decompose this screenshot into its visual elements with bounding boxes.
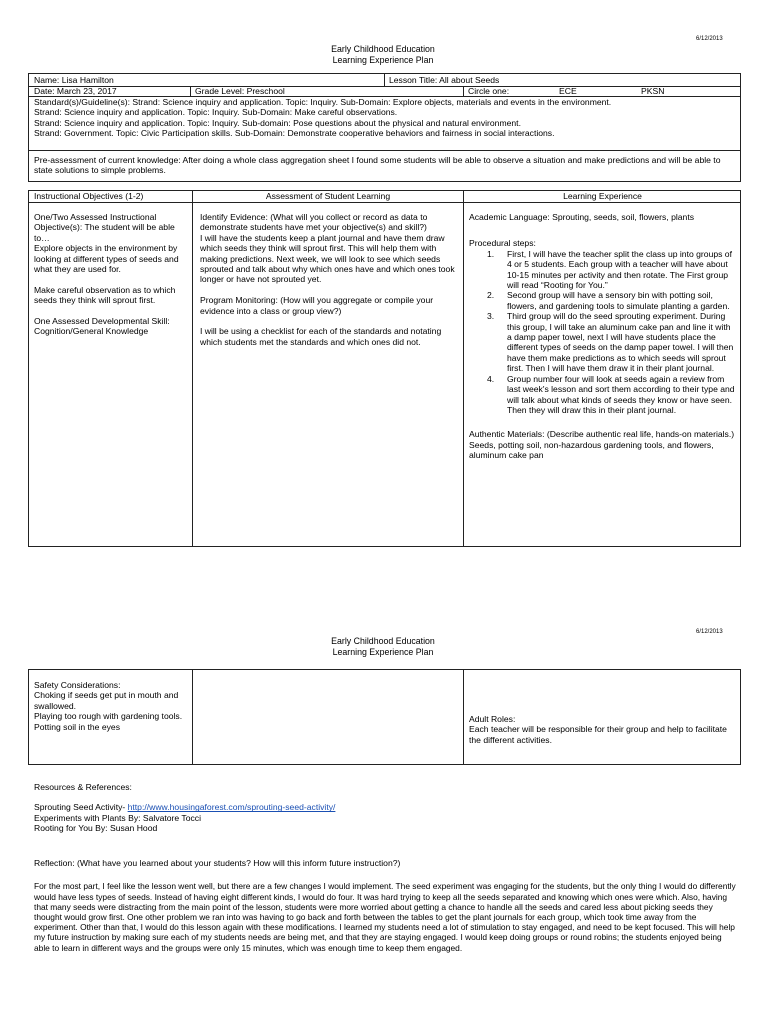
sprouting-seed-link[interactable]: http://www.housingaforest.com/sprouting-seed-activity/: [127, 802, 336, 813]
header-line-1: Early Childhood Education: [331, 636, 435, 646]
page-date: 6/12/2013: [696, 36, 723, 42]
column-header-assessment: Assessment of Student Learning: [265, 191, 391, 201]
identify-evidence-text: I will have the students keep a plant journal and have them draw which seeds they think will sprout first. This will help them with making predictions. Next week, we will look to see which seeds sprouted and talk about why which ones have and which ones took longer or have not sprouted yet.: [200, 232, 455, 285]
objectives-title: One/Two Assessed Instructional Objective(s): The student will be able to…: [34, 212, 175, 243]
list-item: 2. Second group will have a sensory bin with potting soil, flowers, and gardening tools to simulate planting a garden.: [487, 290, 730, 311]
reflection-section: [34, 858, 736, 953]
page-header: [270, 44, 496, 66]
safety-item: Choking if seeds get put in mouth and swallowed.: [34, 690, 179, 711]
header-line-2: Learning Experience Plan: [332, 647, 434, 657]
lesson-title: Lesson Title: All about Seeds: [389, 75, 500, 85]
column-header-experience: Learning Experience: [563, 191, 642, 201]
resource-book: Rooting for You By: Susan Hood: [34, 823, 158, 834]
objective-item: Explore objects in the environment by looking at different types of seeds and what they are used for.: [34, 243, 179, 275]
developmental-skill-label: One Assessed Developmental Skill:: [34, 316, 170, 327]
resources-title: Resources & References:: [34, 782, 132, 792]
student-name: Name: Lisa Hamilton: [34, 75, 114, 85]
adult-roles-title: Adult Roles:: [469, 714, 516, 724]
objective-item: Make careful observation as to which seeds they think will sprout first.: [34, 284, 176, 306]
procedural-steps-label: Procedural steps:: [469, 238, 536, 249]
procedural-steps-list: [469, 249, 735, 416]
header-line-1: Early Childhood Education: [331, 44, 435, 54]
experience-cell: [469, 212, 735, 461]
safety-title: Safety Considerations:: [34, 680, 121, 690]
list-item: 3. Third group will do the seed sprouting experiment. During this group, I will take an aluminum cake pan and line it with a damp paper towel, next I will have students place the different types of seeds on the damp paper towel. I will then have them make predictions as to which seeds will sprout first. Then I will have them draw it in their plant journal.: [487, 311, 734, 374]
resource-sprouting: Sprouting Seed Activity- http://www.housingaforest.com/sprouting-seed-activity/: [34, 802, 336, 813]
standard-line: Strand: Government. Topic: Civic Participation skills. Sub-Domain: Demonstrate cooperative behaviors and fairness in social interactions.: [34, 128, 555, 139]
adult-roles-text: Each teacher will be responsible for their group and help to facilitate the different activities.: [469, 724, 727, 745]
standard-line: Standard(s)/Guideline(s): Strand: Science inquiry and application. Topic: Inquiry. Sub-Domain: Explore objects, materials and events in the environment.: [34, 97, 612, 107]
authentic-materials-label: Authentic Materials: (Describe authentic real life, hands-on materials.): [469, 429, 735, 440]
safety-item: Playing too rough with gardening tools.: [34, 711, 183, 722]
page-header: [270, 636, 496, 658]
list-item: 1. First, I will have the teacher split the class up into groups of 4 or 5 students. Each group with a teacher will have about 10-15 minutes per activity and then rotate. The First group will read “Rooting for You.”: [487, 248, 732, 291]
column-header-objectives: Instructional Objectives (1-2): [34, 191, 144, 201]
option-ece: ECE: [559, 86, 577, 96]
developmental-skill-value: Cognition/General Knowledge: [34, 326, 149, 337]
standards: [34, 97, 736, 139]
option-pksn: PKSN: [641, 86, 665, 96]
list-item: 4. Group number four will look at seeds again a review from last week's lesson and sort them according to their type and will talk about what kinds of seeds they know or have seen. Then they will draw this in their plant journal.: [487, 373, 735, 415]
reflection-question: Reflection: (What have you learned about your students? How will this inform future instruction?): [34, 858, 401, 868]
adult-roles-cell: [469, 714, 735, 745]
circle-one-label: Circle one:: [468, 86, 510, 96]
resource-book: Experiments with Plants By: Salvatore Tocci: [34, 812, 202, 823]
academic-language: Academic Language: Sprouting, seeds, soil, flowers, plants: [469, 212, 694, 222]
standard-line: Strand: Science inquiry and application. Topic: Inquiry. Sub-Domain: Make careful observations.: [34, 107, 398, 118]
identify-evidence-label: Identify Evidence: (What will you collect or record as data to demonstrate students have met your objective(s) and skill?): [200, 212, 428, 233]
reflection-text: For the most part, I feel like the lesson went well, but there are a few changes I would implement. The seed experiment was engaging for the students, but the only thing I would do differently would have less types of seeds. Instead of having eight different kinds, I would do four. It was hard trying to keep all the seeds separated and knowing which ones were which. Also, having that many seeds were distracting from the main point of the lesson, students were more worried about getting a chance to handle all the seeds and cared less about picking seeds they thought would grow first. One other problem we ran into was having to go back and forth between the tables to get the plant journals for each group, which took time away from the experiment. Other than that, I would do this lesson again with these modifications. I learned my students need a lot of stimulation to stay engaged, and need to be kept focused. This will help my future instruction by making sure each of my students needs are being met, and that they are staying engaged. I would keep doing groups or round robins; the students enjoyed being able to learn in different ways and the groups were only 15 minutes, which was enough time to keep them engaged.: [34, 881, 736, 953]
header-line-2: Learning Experience Plan: [332, 55, 434, 65]
lesson-date: Date: March 23, 2017: [34, 86, 117, 96]
grade-level: Grade Level: Preschool: [195, 86, 285, 96]
safety-cell: [34, 680, 188, 732]
objectives-cell: [34, 212, 186, 337]
program-monitoring-label: Program Monitoring: (How will you aggregate or compile your evidence into a class or group view?): [200, 295, 434, 316]
program-monitoring-text: I will be using a checklist for each of the standards and notating which students met the standards and which ones did not.: [200, 326, 442, 347]
safety-item: Potting soil in the eyes: [34, 721, 120, 732]
authentic-materials-text: Seeds, potting soil, non-hazardous gardening tools, and flowers, aluminum cake pan: [469, 439, 714, 461]
resources-section: [34, 782, 734, 834]
pre-assessment: Pre-assessment of current knowledge: After doing a whole class aggregation sheet I found some students will be able to observe a situation and make predictions and will be able to state solutions to simple problems.: [34, 155, 721, 176]
standard-line: Strand: Science inquiry and application. Topic: Inquiry. Sub-domain: Pose questions about the physical and natural environment.: [34, 117, 521, 128]
assessment-cell: [200, 212, 458, 347]
page-date: 6/12/2013: [696, 629, 723, 635]
